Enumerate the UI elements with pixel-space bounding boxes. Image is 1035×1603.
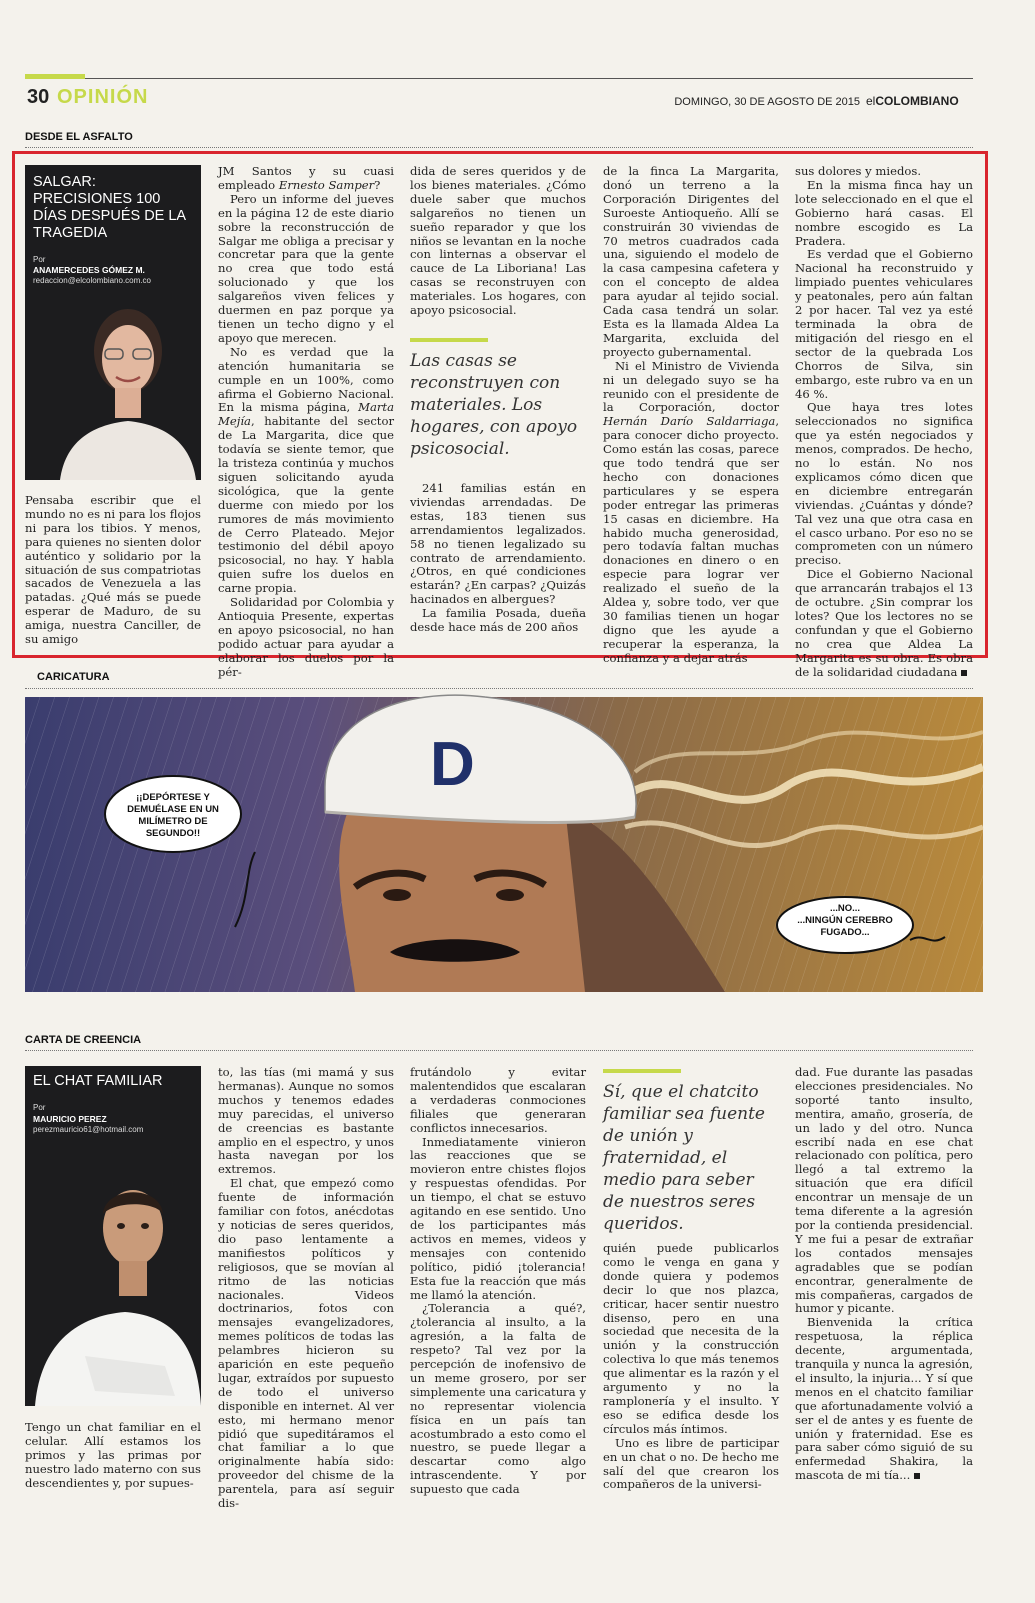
- pull-quote: Las casas se reconstruyen con materiales. Los hogares, con apoyo psicosocial.: [410, 351, 578, 459]
- newspaper-brand: elCOLOMBIANO: [866, 94, 959, 108]
- pull-quote-bar: [603, 1069, 681, 1073]
- article2-column-3: frutándolo y evitar malentendidos que escalaran a verdaderas conmociones filiales que generaran conflictos innecesarios. Inmediatamente vinieron las reacciones que se movieron entre chistes flojos y respuestas ofendidas. Por un tiempo, el chat se estuvo agitando en ese sentido. Uno de los participantes más activos en memes, videos y mensajes con contenido político, pidió ¡tolerancia! Esta fue la reacción que más me llamó la atención. ¿Tolerancia a qué?, ¿tolerancia al insulto, a la agresión, a la falta de respeto? Tal vez por la percepción de inofensivo de un meme grosero, por ser simplemente una caricatura y no representar violencia física en un país tan acostumbrado a esto como el nuestro, se puede llegar a descartar como algo intrascendente. Y por supuesto que cada: [410, 1065, 586, 1497]
- speech-bubble-left-text: ¡¡DEPÓRTESE Y DEMUÉLASE EN UN MILÍMETRO DE SEGUNDO!!: [127, 792, 219, 839]
- pull-quote: Sí, que el chatcito familiar sea fuente de unión y fraternidad, el medio para seber de nuestros seres queridos.: [603, 1082, 765, 1234]
- author-box: [25, 165, 201, 480]
- article1-column-1: Pensaba escribir que el mundo no es ni para los flojos ni para los tibios. Y menos, para quienes no sienten dolor auténtico y solidario por la situación de sus compatriotas sacados de Venezuela a las patadas. ¿Qué más se puede esperar de Maduro, de su amiga, nuestra Canciller, de su amigo: [25, 493, 201, 647]
- author-email: redaccion@elcolombiano.com.co: [33, 276, 151, 285]
- column-label-carta-de-creencia: CARTA DE CREENCIA: [25, 1034, 142, 1046]
- article2-column-5: dad. Fue durante las pasadas elecciones presidenciales. No soporté tanto insulto, mentira, amaño, grosería, de un lado y del otro. Nunca escribí nada en ese chat relacionado con política, pero llegó a tal extremo la situación que era difícil encontrar un mensaje de un tema diferente a la agresión por la contienda presidencial. Y me fui a pesar de extrañar los contados mensajes agradables que se podían encontrar, generalmente de mis compañeras, cargados de humor y picante. Bienvenida la crítica respetuosa, la réplica decente, argumentada, tranquila y nunca la agresión, el insulto, la injuria... Y sí que menos en el chatcito familiar que afortunadamente volvió a ser el de antes y es fuente de unión y fraternidad. Ese es para saber cómo siguió de su enfermedad Shakira, la mascota de mi tía...: [795, 1065, 973, 1483]
- author-photo: [25, 1156, 201, 1406]
- section-rule: [25, 688, 973, 689]
- column-label-desde-el-asfalto: DESDE EL ASFALTO: [25, 131, 133, 143]
- byline-prefix: Por: [33, 255, 46, 264]
- cartoon-cap-letter: D: [430, 730, 475, 799]
- article2-column-2: to, las tías (mi mamá y sus hermanas). Aunque no somos muchos y tenemos edades muy parecidas, el universo de creencias es bastante amplio en el espectro, y unos hasta navegan por los extremos. El chat, que empezó como fuente de información familiar con fotos, anécdotas y noticias de seres queridos, dio paso lentamente a manifiestos políticos y religiosos, que se movían al ritmo de las noticias nacionales. Videos doctrinarios, fotos con mensajes evangelizadores, memes políticos de todas las pelambres hicieron su aparición en este pequeño lugar, extraídos por supuesto de todo el universo disponible en internet. Al ver esto, mi hermano menor pidió que supeditáramos el chat familiar a lo que originalmente había sido: proveedor del chisme de la parentela, para así seguir dis-: [218, 1065, 394, 1511]
- author-name: MAURICIO PEREZ: [33, 1114, 107, 1124]
- header-rule: [85, 78, 973, 79]
- pull-quote-bar: [410, 338, 488, 342]
- author-email: perezmauricio61@hotmail.com: [33, 1125, 144, 1134]
- end-mark: [914, 1473, 920, 1479]
- article2-column-1: Tengo un chat familiar en el celular. Allí estamos los primos y las primas por nuestro lado materno con sus descendientes y, por supues-: [25, 1420, 201, 1490]
- byline-prefix: Por: [33, 1103, 46, 1112]
- article1-column-4: de la finca La Margarita, donó un terreno a la Corporación Dirigentes del Suroeste Antioqueño. Allí se construirán 30 viviendas de 70 metros cuadrados cada una, siguiendo el modelo de la casa campesina cafetera y con el concepto de aldea para ayudar al tejido social. Cada casa tendrá un solar. Esta es la llamada Aldea La Margarita, excluida del proyecto gubernamental. Ni el Ministro de Vivienda ni un delegado suyo se ha reunido con el presidente de la Corporación, doctor Hernán Darío Saldarriaga, para conocer dicho proyecto. Como están las cosas, parece que todo tendrá que ser hecho con donaciones particulares y se espera poder entregar las primeras 15 casas en diciembre. Ha habido mucha generosidad, pero todavía faltan muchas donaciones en dinero o en especie para lograr ver realizado el sueño de la Aldea y, sobre todo, ver que 30 familias tienen un hogar digno que les ayude a recuperar la esperanza, la confianza y a dejar atrás: [603, 164, 779, 665]
- article-title: EL CHAT FAMILIAR: [33, 1073, 163, 1089]
- article1-column-3-bottom: 241 familias están en viviendas arrendadas. De estas, 183 tienen sus arrendamientos legalizados. 58 no tienen legalizado su contrato de arrendamiento. ¿Otros, en qué condiciones estarán? ¿En carpas? ¿Quizás hacinados en albergues? La familia Posada, dueña desde hace más de 200 años: [410, 481, 586, 635]
- article1-column-2: JM Santos y su cuasi empleado Ernesto Samper? Pero un informe del jueves en la página 12 de este diario sobre la reconstrucción de Salgar me obliga a precisar y concretar para que la gente no crea que todo está solucionado y que los salgareños viven felices y duermen en paz porque ya tienen un techo digno y el apoyo que merecen. No es verdad que la atención humanitaria se cumple en un 100%, como afirma el Gobierno Nacional. En la misma página, Marta Mejía, habitante del sector de La Margarita, dice que todavía se siente temor, que la tristeza continúa y muchos siguen solicitando ayuda sicológica, que la gente duerme con miedo por los rumores de más movimiento de Cerro Plateado. Mejor testimonio del débil apoyo psicosocial, no hay. Y habla quien sufre los duelos en carne propia. Solidaridad por Colombia y Antioquia Presente, expertas en apoyo psicosocial, no han podido actuar para ayudar a elaborar los duelos por la pér-: [218, 164, 394, 679]
- author-photo: [55, 293, 201, 480]
- section-rule: [25, 147, 973, 148]
- article1-column-5: sus dolores y miedos. En la misma finca hay un lote seleccionado en el que el Gobierno hará casas. El nombre escogido es La Pradera. Es verdad que el Gobierno Nacional ha reconstruido y limpiado puentes vehiculares y peatonales, pero aún faltan 2 por hacer. Tal vez ya esté terminada la obra de mitigación del riesgo en el sector de la quebrada Los Chorros de Silva, sin embargo, este rubro va en un 46 %. Que haya tres lotes seleccionados no significa que ya estén negociados y menos, comprados. De hecho, no lo están. No nos explicamos cómo dicen que en diciembre entregarán viviendas. ¿Cuántas y dónde? Tal vez una que otra casa en el casco urbano. Por eso no se comprometen con un número preciso. Dice el Gobierno Nacional que arrancarán trabajos el 13 de octubre. ¿Sin comprar los lotes? Que los lectores no se confundan y que el Gobierno no crea que Aldea La Margarita es su obra. Es obra de la solidaridad ciudadana: [795, 164, 973, 679]
- article-title: SALGAR: PRECISIONES 100 DÍAS DESPUÉS DE LA TRAGEDIA: [33, 174, 186, 241]
- author-name: ANAMERCEDES GÓMEZ M.: [33, 265, 145, 275]
- issue-date: DOMINGO, 30 DE AGOSTO DE 2015: [674, 96, 860, 108]
- column-label-caricatura: CARICATURA: [37, 671, 110, 683]
- editorial-cartoon: [25, 697, 983, 992]
- section-name: OPINIÓN: [57, 86, 149, 108]
- header-accent-bar: [25, 74, 85, 79]
- article1-column-3-top: dida de seres queridos y de los bienes materiales. ¿Cómo duele saber que muchos salgareños no tienen un sueño reparador y que los niños se levantan en la noche con linternas a observar el cauce de La Liboriana! Las casas se reconstruyen con materiales. Los hogares, con apoyo psicosocial.: [410, 164, 586, 318]
- page-number: 30: [27, 86, 50, 108]
- article2-column-4: quién puede publicarlos como le venga en gana y donde quiera y podemos decir lo que nos plazca, criticar, hacer sentir nuestro disenso, pero en una sociedad que necesita de la unión y la construcción colectiva lo que más tenemos que alimentar es la razón y el argumento y no la ramplonería y el insulto. Y eso se edifica desde los círculos más íntimos. Uno es libre de participar en un chat o no. De hecho me salí del que crearon los compañeros de la universi-: [603, 1241, 779, 1492]
- end-mark: [961, 670, 967, 676]
- section-rule: [25, 1050, 973, 1051]
- speech-bubble-right-text: ...NO... ...NINGÚN CEREBRO FUGADO...: [797, 903, 893, 938]
- author-box: [25, 1066, 201, 1406]
